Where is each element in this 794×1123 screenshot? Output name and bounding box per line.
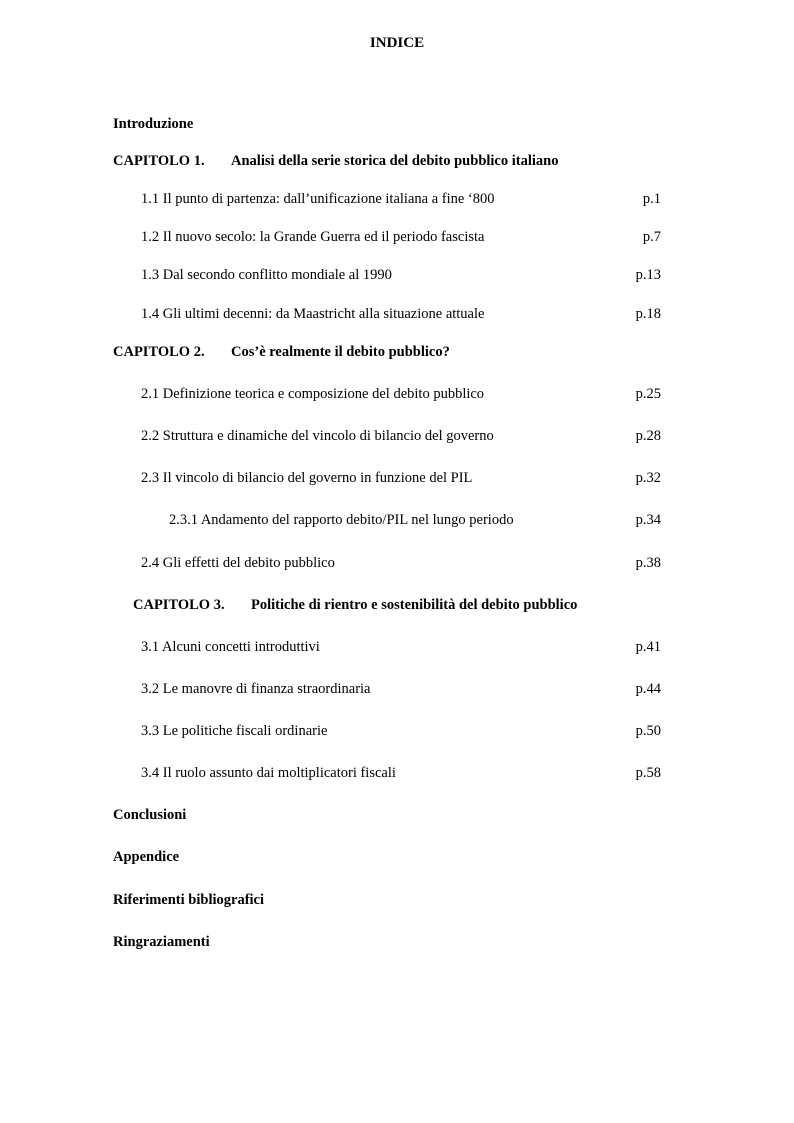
toc-chapter-1[interactable] bbox=[113, 153, 558, 170]
page-number: p.7 bbox=[642, 229, 661, 245]
page-number: p.13 bbox=[635, 267, 661, 283]
toc-section-1-2[interactable]: 1.2 Il nuovo secolo: la Grande Guerra ed il periodo fascista bbox=[141, 229, 485, 245]
chapter-title: Analisi della serie storica del debito pubblico italiano bbox=[231, 153, 559, 169]
toc-section-3-1[interactable]: 3.1 Alcuni concetti introduttivi bbox=[141, 639, 320, 655]
toc-conclusions[interactable]: Conclusioni bbox=[113, 807, 187, 823]
toc-chapter-2[interactable] bbox=[113, 344, 450, 361]
page-number: p.38 bbox=[635, 555, 661, 571]
toc-section-1-3[interactable]: 1.3 Dal secondo conflitto mondiale al 1990 bbox=[141, 267, 392, 283]
page-number: p.1 bbox=[642, 191, 661, 207]
chapter-number: CAPITOLO 3. bbox=[133, 597, 225, 613]
chapter-number: CAPITOLO 1. bbox=[113, 153, 205, 169]
page-number: p.44 bbox=[635, 681, 661, 697]
page-number: p.28 bbox=[635, 428, 661, 444]
page-number: p.18 bbox=[635, 306, 661, 322]
toc-section-2-3-1[interactable]: 2.3.1 Andamento del rapporto debito/PIL nel lungo periodo bbox=[169, 512, 514, 528]
toc-introduction[interactable]: Introduzione bbox=[113, 116, 194, 132]
toc-acknowledgements[interactable]: Ringraziamenti bbox=[113, 934, 210, 950]
toc-section-3-4[interactable]: 3.4 Il ruolo assunto dai moltiplicatori fiscali bbox=[141, 765, 396, 781]
toc-section-2-4[interactable]: 2.4 Gli effetti del debito pubblico bbox=[141, 555, 335, 571]
page-number: p.58 bbox=[635, 765, 661, 781]
toc-section-1-1[interactable]: 1.1 Il punto di partenza: dall’unificazione italiana a fine ‘800 bbox=[141, 191, 495, 207]
toc-chapter-3[interactable] bbox=[133, 597, 577, 614]
page-number: p.32 bbox=[635, 470, 661, 486]
toc-section-3-3[interactable]: 3.3 Le politiche fiscali ordinarie bbox=[141, 723, 328, 739]
chapter-number: CAPITOLO 2. bbox=[113, 344, 205, 360]
page-title: INDICE bbox=[369, 35, 425, 51]
chapter-title: Cos’è realmente il debito pubblico? bbox=[231, 344, 450, 360]
toc-section-3-2[interactable]: 3.2 Le manovre di finanza straordinaria bbox=[141, 681, 371, 697]
chapter-title: Politiche di rientro e sostenibilità del debito pubblico bbox=[251, 597, 578, 613]
toc-section-2-3[interactable]: 2.3 Il vincolo di bilancio del governo in funzione del PIL bbox=[141, 470, 473, 486]
toc-section-2-2[interactable]: 2.2 Struttura e dinamiche del vincolo di bilancio del governo bbox=[141, 428, 494, 444]
toc-bibliography[interactable]: Riferimenti bibliografici bbox=[113, 892, 265, 908]
toc-section-1-4[interactable]: 1.4 Gli ultimi decenni: da Maastricht alla situazione attuale bbox=[141, 306, 485, 322]
page-number: p.50 bbox=[635, 723, 661, 739]
page-number: p.34 bbox=[635, 512, 661, 528]
toc-section-2-1[interactable]: 2.1 Definizione teorica e composizione del debito pubblico bbox=[141, 386, 485, 402]
toc-appendix[interactable]: Appendice bbox=[113, 849, 180, 865]
page-number: p.25 bbox=[635, 386, 661, 402]
page-number: p.41 bbox=[635, 639, 661, 655]
